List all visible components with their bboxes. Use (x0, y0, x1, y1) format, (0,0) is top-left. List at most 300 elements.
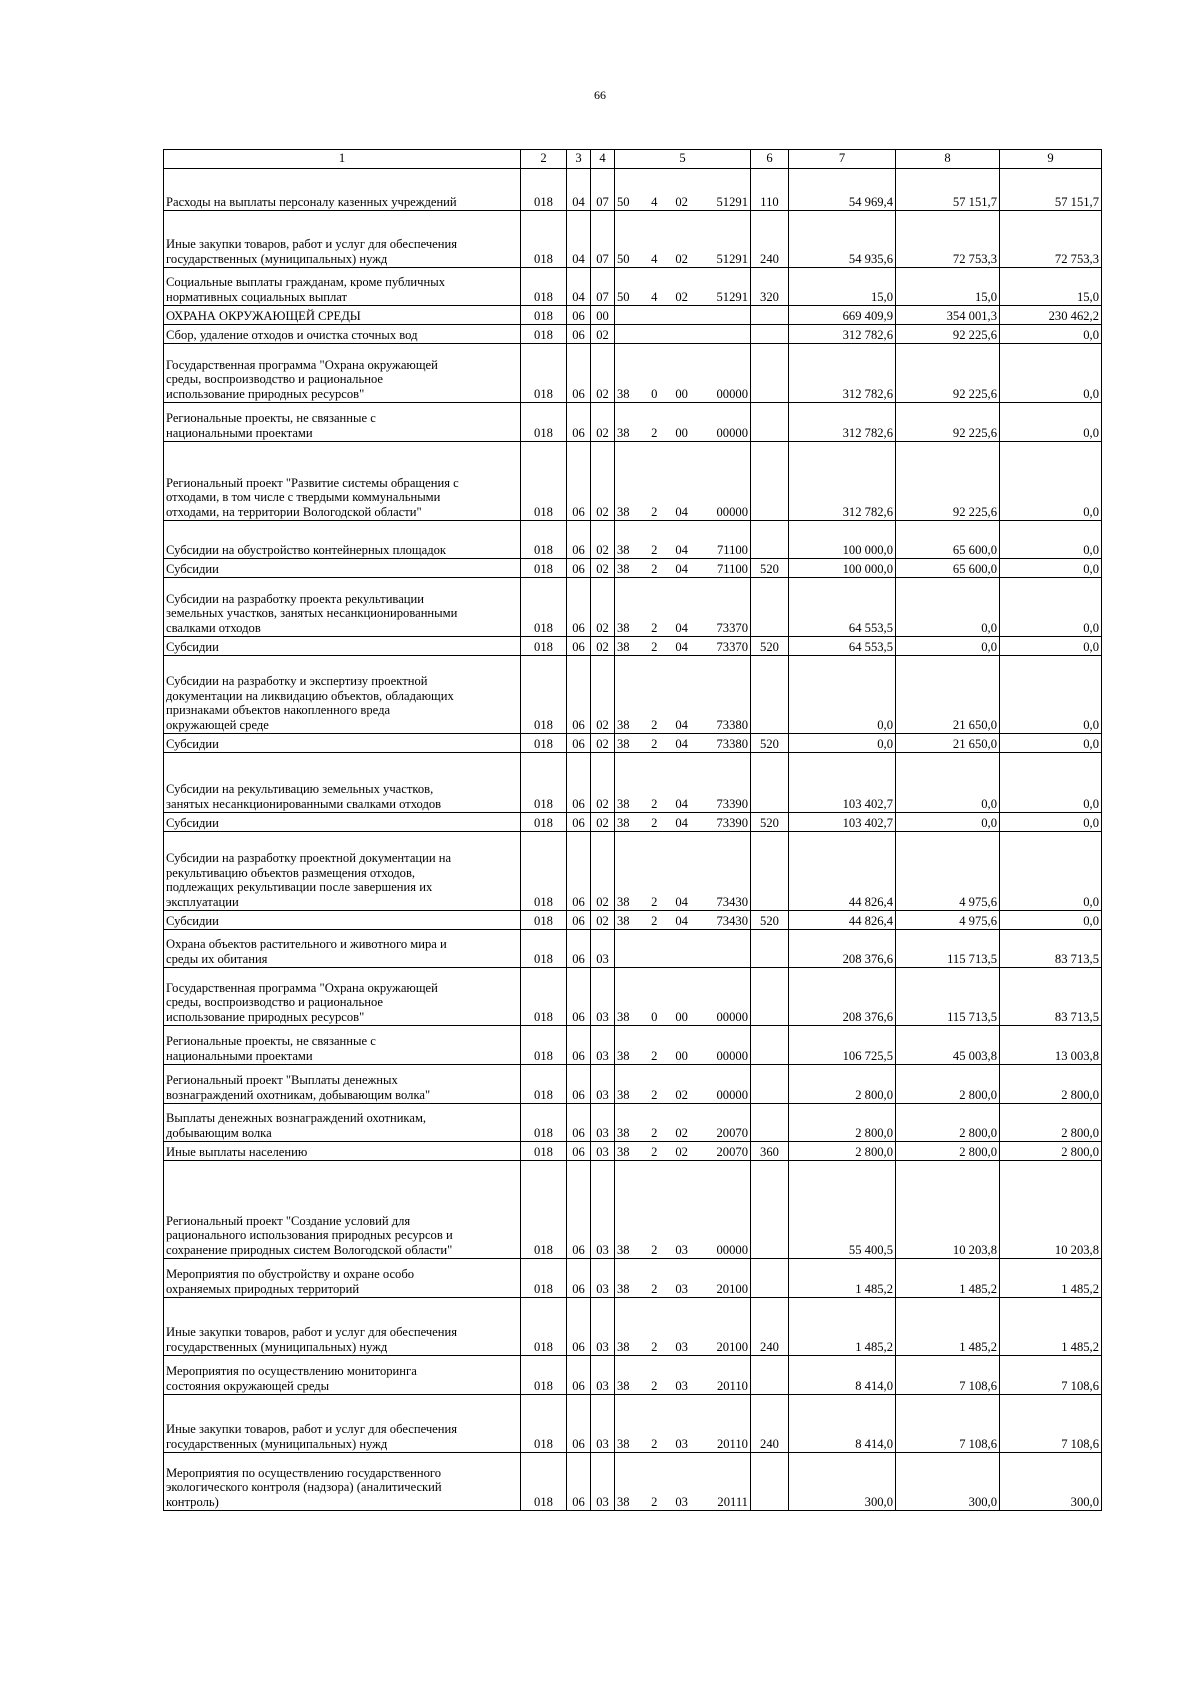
cell-ministry-code: 018 (521, 578, 567, 637)
target-article-parts (617, 562, 748, 576)
target-event-code: 04 (675, 894, 688, 909)
cell-target-article (615, 578, 751, 637)
cell-amount-year2: 354 001,3 (896, 306, 1000, 325)
target-article-parts (617, 1379, 748, 1393)
cell-amount-year3: 230 462,2 (1000, 306, 1102, 325)
target-program-code: 38 (617, 542, 630, 557)
target-program-code: 38 (617, 894, 630, 909)
cell-amount-year3: 57 151,7 (1000, 169, 1102, 211)
cell-amount-year3: 10 203,8 (1000, 1161, 1102, 1259)
target-article-parts (617, 1010, 748, 1024)
cell-amount-year1: 2 800,0 (789, 1104, 896, 1142)
target-event-code: 04 (675, 504, 688, 519)
cell-section-code: 04 (567, 268, 591, 306)
target-expense-code: 73390 (716, 796, 748, 811)
cell-section-code: 06 (567, 306, 591, 325)
cell-section-code: 06 (567, 521, 591, 559)
target-event-code: 04 (675, 913, 688, 928)
header-cell: 2 (521, 150, 567, 169)
cell-amount-year2: 1 485,2 (896, 1259, 1000, 1298)
row-name (164, 344, 521, 403)
row-name (164, 637, 521, 656)
cell-expense-type (751, 1161, 789, 1259)
target-expense-code: 00000 (716, 1087, 748, 1102)
table-row (164, 325, 1102, 344)
target-article-parts (617, 1243, 748, 1257)
cell-ministry-code: 018 (521, 1065, 567, 1104)
row-name (164, 1298, 521, 1356)
cell-amount-year2: 2 800,0 (896, 1065, 1000, 1104)
target-article-parts (617, 718, 748, 732)
table-row (164, 1298, 1102, 1356)
target-article-parts (617, 1282, 748, 1296)
cell-subsection-code: 03 (591, 1298, 615, 1356)
target-article-parts (617, 1145, 748, 1159)
cell-ministry-code: 018 (521, 344, 567, 403)
header-cell: 6 (751, 150, 789, 169)
cell-subsection-code: 03 (591, 1356, 615, 1395)
target-article-parts (617, 1495, 748, 1509)
row-name-text: Иные закупки товаров, работ и услуг для обеспечения государственных (муниципальных) нужд (166, 1325, 458, 1354)
cell-amount-year3: 0,0 (1000, 813, 1102, 832)
cell-section-code: 06 (567, 442, 591, 521)
cell-amount-year2: 2 800,0 (896, 1104, 1000, 1142)
target-expense-code: 00000 (716, 1048, 748, 1063)
cell-amount-year2: 21 650,0 (896, 656, 1000, 734)
cell-ministry-code: 018 (521, 1104, 567, 1142)
target-expense-code: 51291 (716, 289, 748, 304)
target-direction-code: 2 (651, 1494, 658, 1509)
row-name (164, 325, 521, 344)
cell-ministry-code: 018 (521, 442, 567, 521)
cell-amount-year1: 44 826,4 (789, 911, 896, 930)
row-name-text: Региональные проекты, не связанные с национальными проектами (166, 411, 376, 440)
target-expense-code: 00000 (716, 1009, 748, 1024)
cell-ministry-code: 018 (521, 521, 567, 559)
target-program-code: 38 (617, 504, 630, 519)
cell-expense-type: 520 (751, 813, 789, 832)
row-name-text: Мероприятия по осуществлению мониторинга состояния окружающей среды (166, 1364, 417, 1393)
target-program-code: 38 (617, 1087, 630, 1102)
cell-target-article (615, 268, 751, 306)
row-name-text: Региональные проекты, не связанные с национальными проектами (166, 1034, 376, 1063)
row-name-text: Иные закупки товаров, работ и услуг для обеспечения государственных (муниципальных) нужд (166, 1422, 458, 1451)
target-program-code: 38 (617, 815, 630, 830)
table-row (164, 1356, 1102, 1395)
cell-amount-year1: 312 782,6 (789, 403, 896, 442)
target-expense-code: 00000 (716, 386, 748, 401)
target-direction-code: 2 (651, 815, 658, 830)
header-cell: 1 (164, 150, 521, 169)
target-expense-code: 00000 (716, 425, 748, 440)
cell-section-code: 06 (567, 930, 591, 968)
table-row (164, 1395, 1102, 1453)
target-article-parts (617, 895, 748, 909)
cell-amount-year1: 64 553,5 (789, 578, 896, 637)
target-program-code: 50 (617, 289, 630, 304)
cell-target-article (615, 1161, 751, 1259)
target-article-parts (617, 1126, 748, 1140)
target-direction-code: 2 (651, 1144, 658, 1159)
cell-ministry-code: 018 (521, 211, 567, 268)
row-name (164, 403, 521, 442)
cell-amount-year2: 65 600,0 (896, 559, 1000, 578)
target-direction-code: 2 (651, 894, 658, 909)
target-program-code: 38 (617, 1242, 630, 1257)
cell-ministry-code: 018 (521, 832, 567, 911)
row-name (164, 1356, 521, 1395)
cell-target-article (615, 734, 751, 753)
row-name (164, 813, 521, 832)
cell-subsection-code: 03 (591, 1161, 615, 1259)
row-name (164, 753, 521, 813)
cell-section-code: 06 (567, 1142, 591, 1161)
cell-subsection-code: 02 (591, 344, 615, 403)
target-program-code: 38 (617, 717, 630, 732)
cell-section-code: 06 (567, 1026, 591, 1065)
cell-target-article (615, 403, 751, 442)
table-row (164, 930, 1102, 968)
cell-amount-year2: 21 650,0 (896, 734, 1000, 753)
cell-target-article (615, 1026, 751, 1065)
target-program-code: 38 (617, 1125, 630, 1140)
target-article-parts (617, 426, 748, 440)
cell-amount-year1: 100 000,0 (789, 521, 896, 559)
cell-subsection-code: 03 (591, 1395, 615, 1453)
cell-amount-year1: 54 935,6 (789, 211, 896, 268)
cell-expense-type: 360 (751, 1142, 789, 1161)
cell-amount-year2: 10 203,8 (896, 1161, 1000, 1259)
cell-amount-year2: 0,0 (896, 578, 1000, 637)
cell-amount-year1: 106 725,5 (789, 1026, 896, 1065)
cell-target-article (615, 637, 751, 656)
row-name-text: Субсидии на разработку и экспертизу проектной документации на ликвидацию объектов, обладающих признаками объектов накопленного вреда окружающей среде (166, 674, 454, 732)
cell-section-code: 06 (567, 1104, 591, 1142)
cell-amount-year1: 15,0 (789, 268, 896, 306)
cell-target-article (615, 1065, 751, 1104)
cell-expense-type: 520 (751, 637, 789, 656)
target-direction-code: 2 (651, 1436, 658, 1451)
target-expense-code: 20100 (716, 1281, 748, 1296)
cell-section-code: 06 (567, 1395, 591, 1453)
cell-amount-year1: 2 800,0 (789, 1142, 896, 1161)
row-name-text: Выплаты денежных вознаграждений охотникам, добывающим волка (166, 1111, 427, 1140)
cell-subsection-code: 00 (591, 306, 615, 325)
cell-ministry-code: 018 (521, 559, 567, 578)
target-program-code: 38 (617, 1281, 630, 1296)
row-name-text: Субсидии на обустройство контейнерных площадок (166, 542, 447, 557)
cell-expense-type (751, 403, 789, 442)
table-row (164, 1026, 1102, 1065)
target-event-code: 04 (675, 736, 688, 751)
table-row (164, 911, 1102, 930)
cell-target-article (615, 442, 751, 521)
target-program-code: 38 (617, 913, 630, 928)
target-program-code: 38 (617, 639, 630, 654)
row-name-text: Субсидии на разработку проекта рекультивации земельных участков, занятых несанкционированными свалками отходов (166, 591, 458, 635)
cell-amount-year3: 0,0 (1000, 344, 1102, 403)
table-row (164, 1104, 1102, 1142)
target-expense-code: 20110 (716, 1378, 748, 1393)
table-row (164, 813, 1102, 832)
target-article-parts (617, 1049, 748, 1063)
cell-amount-year1: 312 782,6 (789, 325, 896, 344)
cell-amount-year1: 0,0 (789, 734, 896, 753)
cell-section-code: 06 (567, 578, 591, 637)
cell-expense-type: 240 (751, 1395, 789, 1453)
cell-amount-year1: 8 414,0 (789, 1356, 896, 1395)
target-program-code: 38 (617, 736, 630, 751)
cell-target-article (615, 1356, 751, 1395)
target-article-parts (617, 195, 748, 209)
cell-expense-type (751, 344, 789, 403)
cell-section-code: 06 (567, 325, 591, 344)
cell-ministry-code: 018 (521, 1298, 567, 1356)
cell-section-code: 06 (567, 832, 591, 911)
cell-subsection-code: 02 (591, 578, 615, 637)
target-event-code: 03 (675, 1378, 688, 1393)
cell-amount-year2: 0,0 (896, 753, 1000, 813)
cell-amount-year3: 15,0 (1000, 268, 1102, 306)
cell-ministry-code: 018 (521, 306, 567, 325)
table-row (164, 306, 1102, 325)
cell-ministry-code: 018 (521, 968, 567, 1026)
cell-expense-type: 110 (751, 169, 789, 211)
row-name-text: Мероприятия по обустройству и охране особо охраняемых природных территорий (166, 1267, 415, 1296)
cell-section-code: 06 (567, 753, 591, 813)
cell-section-code: 06 (567, 637, 591, 656)
row-name (164, 656, 521, 734)
cell-amount-year1: 54 969,4 (789, 169, 896, 211)
cell-expense-type (751, 1104, 789, 1142)
cell-amount-year3: 0,0 (1000, 578, 1102, 637)
cell-ministry-code: 018 (521, 813, 567, 832)
cell-amount-year1: 100 000,0 (789, 559, 896, 578)
cell-amount-year3: 0,0 (1000, 559, 1102, 578)
row-name (164, 578, 521, 637)
cell-subsection-code: 07 (591, 211, 615, 268)
cell-amount-year3: 83 713,5 (1000, 930, 1102, 968)
cell-amount-year1: 44 826,4 (789, 832, 896, 911)
target-article-parts (617, 621, 748, 635)
cell-amount-year3: 83 713,5 (1000, 968, 1102, 1026)
table-row (164, 1065, 1102, 1104)
cell-subsection-code: 02 (591, 734, 615, 753)
cell-expense-type: 240 (751, 1298, 789, 1356)
row-name (164, 521, 521, 559)
page-number: 66 (594, 88, 606, 102)
cell-expense-type (751, 1259, 789, 1298)
cell-section-code: 04 (567, 169, 591, 211)
cell-ministry-code: 018 (521, 637, 567, 656)
target-article-parts (617, 640, 748, 654)
row-name (164, 832, 521, 911)
cell-expense-type (751, 930, 789, 968)
target-direction-code: 2 (651, 1087, 658, 1102)
cell-subsection-code: 02 (591, 656, 615, 734)
target-article-parts (617, 387, 748, 401)
target-event-code: 02 (675, 1144, 688, 1159)
target-expense-code: 20111 (717, 1494, 748, 1509)
cell-amount-year3: 0,0 (1000, 832, 1102, 911)
cell-amount-year2: 45 003,8 (896, 1026, 1000, 1065)
target-direction-code: 2 (651, 1378, 658, 1393)
row-name-text: Мероприятия по осуществлению государственного экологического контроля (надзора) (аналитический контроль) (166, 1465, 442, 1509)
target-direction-code: 0 (651, 1009, 658, 1024)
target-event-code: 04 (675, 639, 688, 654)
table-row (164, 403, 1102, 442)
target-expense-code: 00000 (716, 1242, 748, 1257)
table-row (164, 268, 1102, 306)
row-name-text: Государственная программа "Охрана окружающей среды, воспроизводство и рациональное использование природных ресурсов" (166, 980, 438, 1024)
cell-subsection-code: 02 (591, 442, 615, 521)
cell-ministry-code: 018 (521, 930, 567, 968)
cell-subsection-code: 07 (591, 169, 615, 211)
target-event-code: 00 (675, 1048, 688, 1063)
target-expense-code: 51291 (716, 251, 748, 266)
target-expense-code: 73430 (716, 894, 748, 909)
cell-target-article (615, 813, 751, 832)
target-direction-code: 4 (651, 251, 658, 266)
target-program-code: 38 (617, 1048, 630, 1063)
target-direction-code: 2 (651, 504, 658, 519)
header-cell: 4 (591, 150, 615, 169)
cell-amount-year3: 2 800,0 (1000, 1104, 1102, 1142)
target-program-code: 38 (617, 425, 630, 440)
row-name (164, 1142, 521, 1161)
table-header-row (164, 150, 1102, 169)
cell-target-article (615, 521, 751, 559)
cell-ministry-code: 018 (521, 656, 567, 734)
row-name-text: Региональный проект "Развитие системы обращения с отходами, в том числе с твердыми коммунальными отходами, на территории Вологодской области" (166, 475, 459, 519)
cell-amount-year2: 0,0 (896, 813, 1000, 832)
cell-target-article (615, 1259, 751, 1298)
target-article-parts (617, 252, 748, 266)
cell-subsection-code: 02 (591, 911, 615, 930)
target-direction-code: 2 (651, 1048, 658, 1063)
cell-subsection-code: 03 (591, 968, 615, 1026)
cell-amount-year1: 0,0 (789, 656, 896, 734)
target-direction-code: 2 (651, 796, 658, 811)
row-name-text: Субсидии (166, 736, 219, 751)
row-name (164, 559, 521, 578)
target-article-parts (617, 1088, 748, 1102)
cell-amount-year2: 7 108,6 (896, 1395, 1000, 1453)
target-program-code: 38 (617, 1339, 630, 1354)
cell-ministry-code: 018 (521, 268, 567, 306)
target-article-parts (617, 505, 748, 519)
target-article-parts (617, 1437, 748, 1451)
cell-amount-year2: 0,0 (896, 637, 1000, 656)
row-name-text: Расходы на выплаты персоналу казенных учреждений (166, 194, 457, 209)
target-article-parts (617, 290, 748, 304)
target-expense-code: 73370 (716, 639, 748, 654)
target-expense-code: 20070 (716, 1125, 748, 1140)
cell-expense-type (751, 325, 789, 344)
cell-amount-year2: 4 975,6 (896, 911, 1000, 930)
target-direction-code: 4 (651, 289, 658, 304)
cell-amount-year2: 92 225,6 (896, 403, 1000, 442)
row-name (164, 911, 521, 930)
cell-amount-year3: 0,0 (1000, 325, 1102, 344)
cell-subsection-code: 02 (591, 753, 615, 813)
cell-amount-year2: 2 800,0 (896, 1142, 1000, 1161)
cell-ministry-code: 018 (521, 325, 567, 344)
cell-amount-year3: 0,0 (1000, 521, 1102, 559)
cell-target-article (615, 344, 751, 403)
target-direction-code: 2 (651, 542, 658, 557)
target-direction-code: 2 (651, 1242, 658, 1257)
row-name (164, 268, 521, 306)
target-direction-code: 2 (651, 561, 658, 576)
cell-amount-year2: 92 225,6 (896, 325, 1000, 344)
cell-ministry-code: 018 (521, 1259, 567, 1298)
cell-expense-type: 240 (751, 211, 789, 268)
cell-subsection-code: 03 (591, 1453, 615, 1511)
cell-ministry-code: 018 (521, 1142, 567, 1161)
cell-ministry-code: 018 (521, 1026, 567, 1065)
cell-target-article (615, 211, 751, 268)
target-direction-code: 2 (651, 736, 658, 751)
target-direction-code: 4 (651, 194, 658, 209)
row-name-text: Социальные выплаты гражданам, кроме публичных нормативных социальных выплат (166, 275, 445, 304)
target-event-code: 02 (675, 251, 688, 266)
target-expense-code: 71100 (716, 542, 748, 557)
cell-ministry-code: 018 (521, 403, 567, 442)
target-program-code: 38 (617, 1378, 630, 1393)
cell-amount-year1: 669 409,9 (789, 306, 896, 325)
target-article-parts (617, 797, 748, 811)
table-row (164, 753, 1102, 813)
target-event-code: 02 (675, 1087, 688, 1102)
cell-amount-year1: 300,0 (789, 1453, 896, 1511)
target-expense-code: 73370 (716, 620, 748, 635)
cell-expense-type (751, 1026, 789, 1065)
cell-expense-type (751, 832, 789, 911)
row-name-text: Иные выплаты населению (166, 1144, 308, 1159)
target-event-code: 04 (675, 796, 688, 811)
cell-section-code: 04 (567, 211, 591, 268)
cell-ministry-code: 018 (521, 1356, 567, 1395)
table-row (164, 169, 1102, 211)
row-name (164, 930, 521, 968)
target-expense-code: 73430 (716, 913, 748, 928)
target-direction-code: 2 (651, 1281, 658, 1296)
target-program-code: 38 (617, 561, 630, 576)
table-row (164, 344, 1102, 403)
cell-expense-type (751, 968, 789, 1026)
table-row (164, 211, 1102, 268)
row-name (164, 1104, 521, 1142)
target-event-code: 04 (675, 542, 688, 557)
cell-amount-year2: 300,0 (896, 1453, 1000, 1511)
cell-expense-type: 520 (751, 911, 789, 930)
cell-amount-year1: 1 485,2 (789, 1259, 896, 1298)
cell-amount-year1: 312 782,6 (789, 442, 896, 521)
target-program-code: 50 (617, 251, 630, 266)
target-article-parts (617, 1340, 748, 1354)
cell-amount-year3: 0,0 (1000, 637, 1102, 656)
cell-amount-year3: 13 003,8 (1000, 1026, 1102, 1065)
target-program-code: 38 (617, 1009, 630, 1024)
row-name-text: Государственная программа "Охрана окружающей среды, воспроизводство и рациональное использование природных ресурсов" (166, 357, 438, 401)
cell-target-article (615, 968, 751, 1026)
target-event-code: 04 (675, 620, 688, 635)
cell-amount-year2: 92 225,6 (896, 442, 1000, 521)
target-expense-code: 51291 (716, 194, 748, 209)
cell-section-code: 06 (567, 734, 591, 753)
cell-amount-year3: 2 800,0 (1000, 1142, 1102, 1161)
